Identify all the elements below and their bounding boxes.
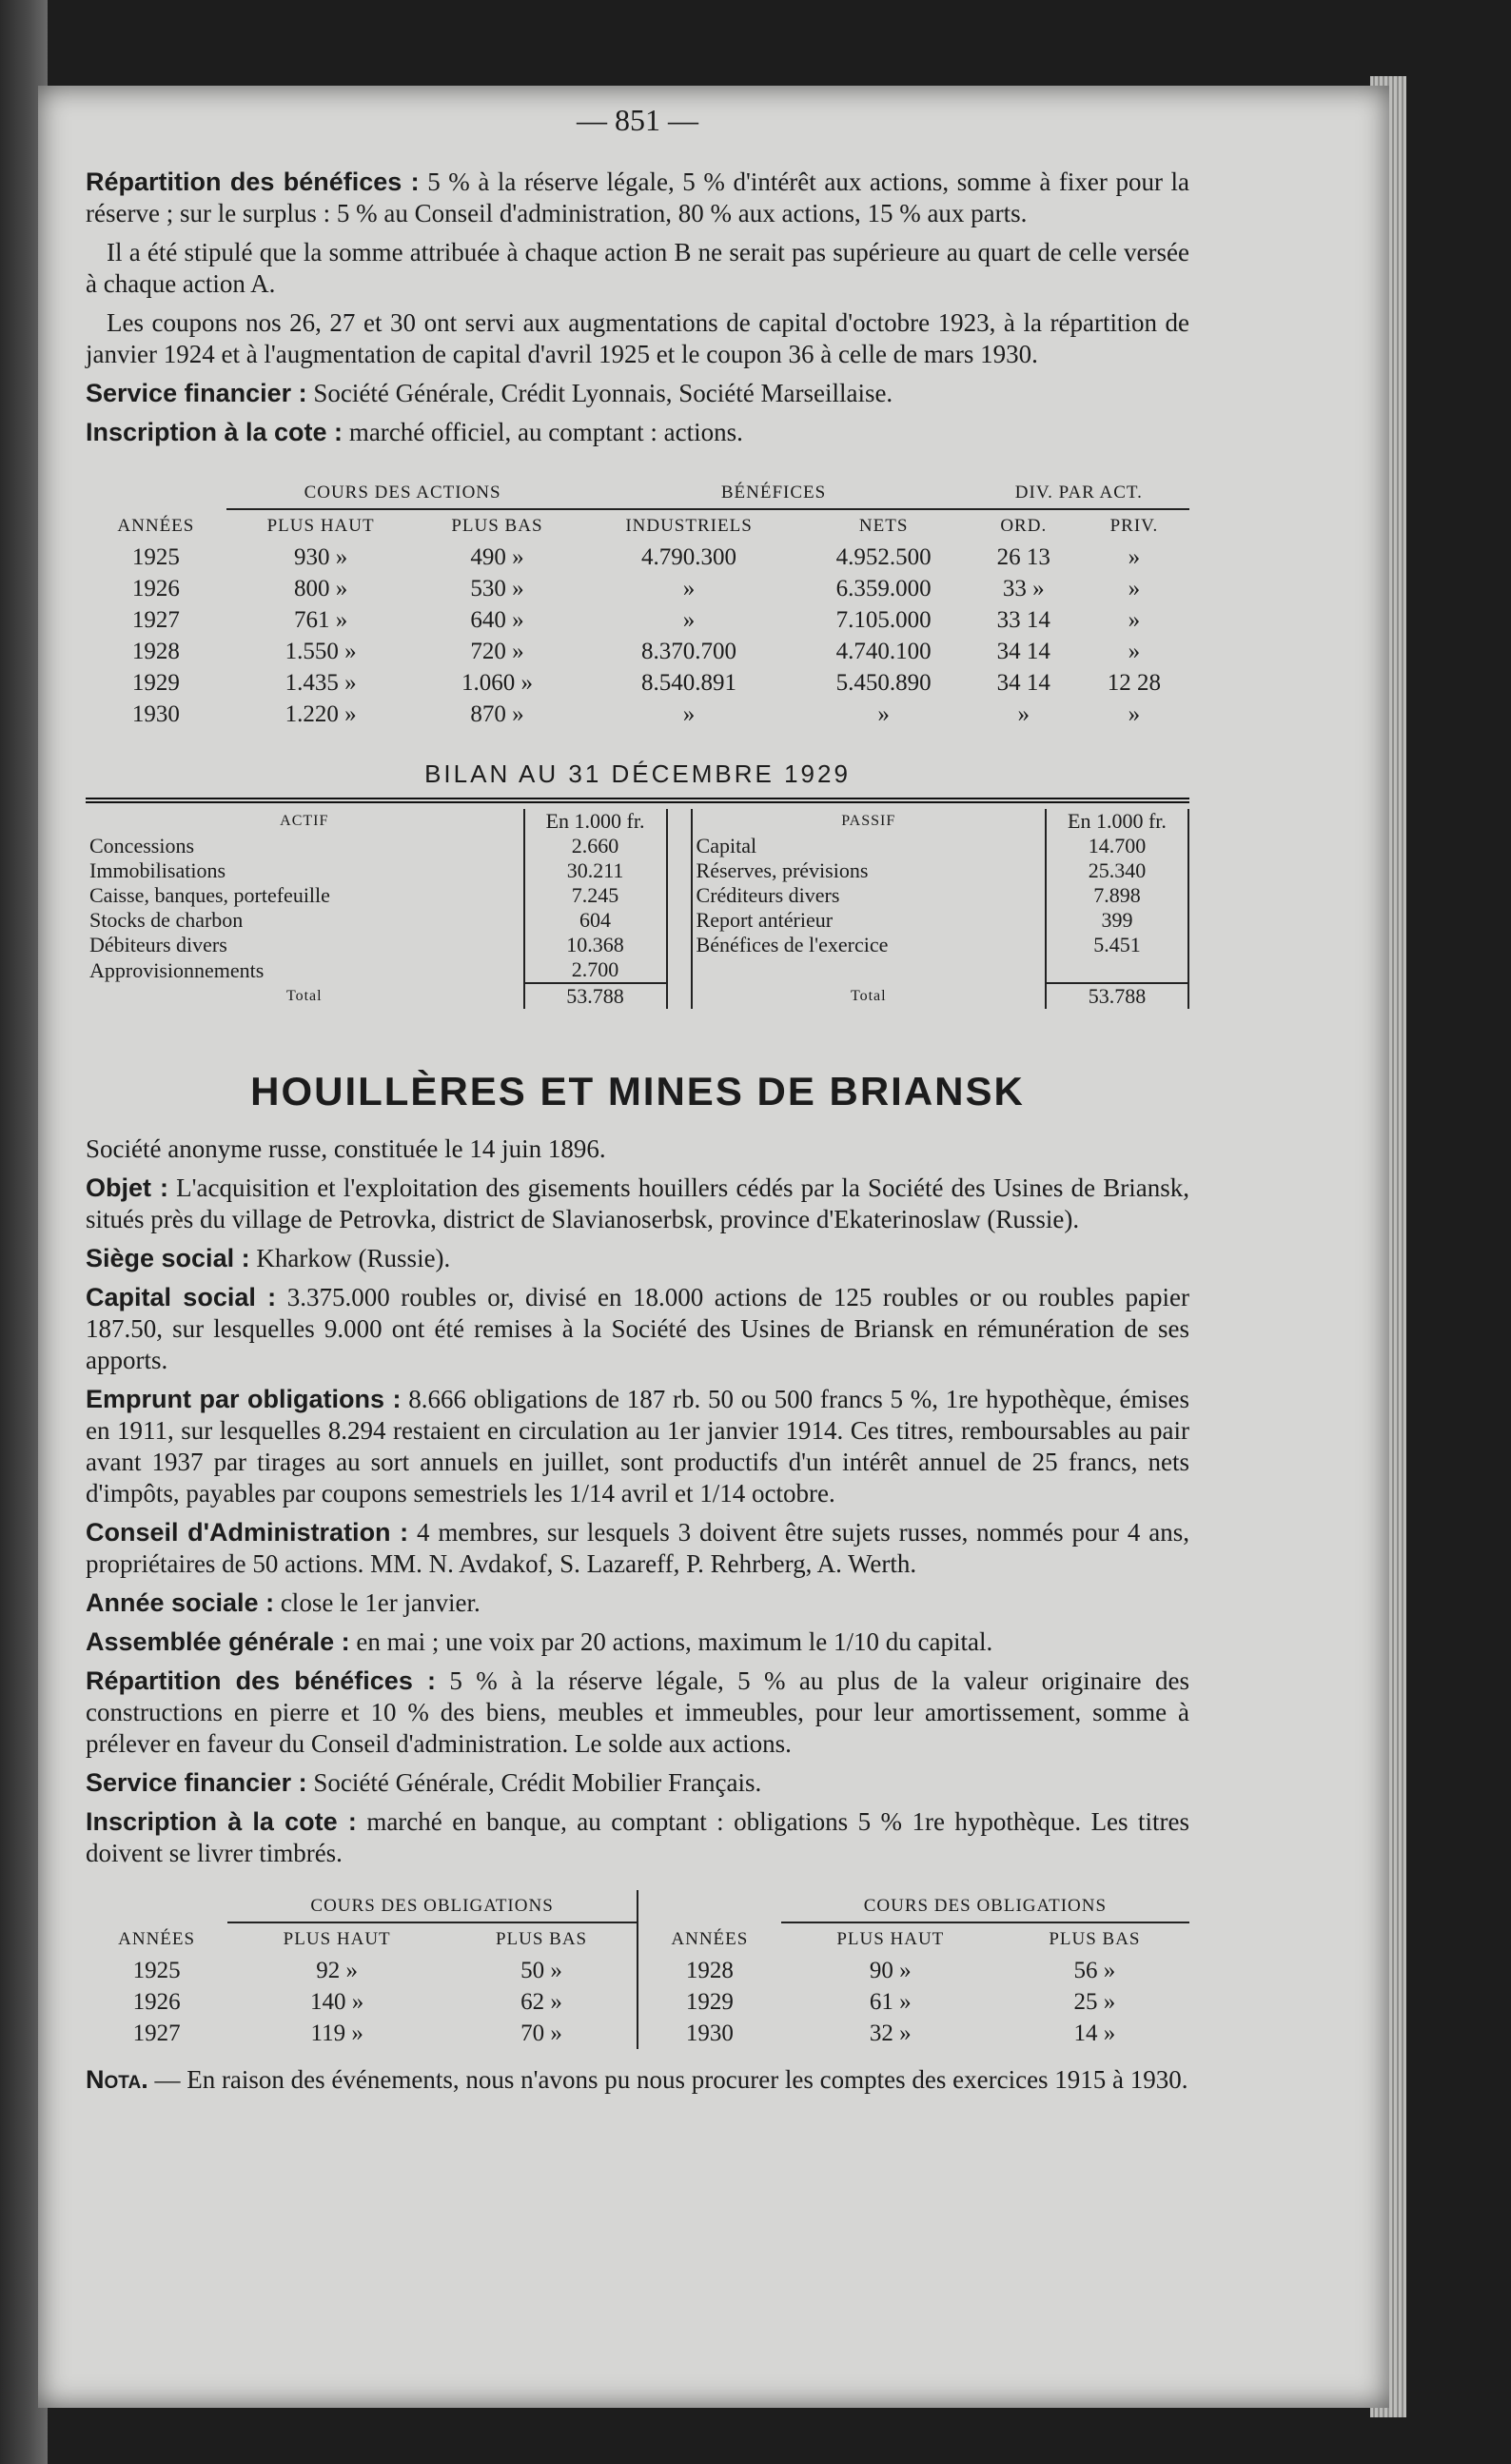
inscription-label: Inscription à la cote : — [86, 418, 343, 446]
actif-value: 604 — [524, 908, 667, 933]
conseil-paragraph — [86, 1517, 1189, 1580]
table-row — [86, 699, 1189, 730]
bilan-gap — [667, 809, 692, 834]
oblig-col-annees-left: ANNÉES — [118, 1928, 196, 1949]
actif-label: Approvisionnements — [89, 957, 265, 982]
passif-header: PASSIF — [841, 813, 896, 829]
table-cell: » — [1128, 544, 1141, 570]
objet-text: L'acquisition et l'exploitation des gisements houillers cédés par la Société des Usines de Briansk, situés près du village de Petrovka, district de Slavianoserbsk, province d'Ekaterinoslaw (Russie). — [86, 1173, 1189, 1233]
table-cell: 61 » — [869, 1989, 912, 2015]
bilan-rows — [86, 809, 1188, 1009]
bilan-gap — [667, 933, 692, 957]
actif-value: 30.211 — [524, 858, 667, 883]
table-cell: » — [682, 607, 696, 633]
obligations-rows — [86, 1955, 1189, 2049]
siege-text: Kharkow (Russie). — [256, 1244, 451, 1272]
table-row — [86, 604, 1189, 636]
table-cell: 8.540.891 — [641, 670, 737, 696]
page-content — [86, 105, 1189, 2103]
actif-value: 2.660 — [524, 834, 667, 858]
objet-label: Objet : — [86, 1173, 168, 1202]
table-cell: 761 » — [293, 607, 348, 633]
objet-paragraph — [86, 1173, 1189, 1235]
table-cell: 1928 — [638, 1955, 781, 1986]
table-cell: 930 » — [293, 544, 348, 570]
service2-paragraph — [86, 1767, 1189, 1799]
oblig-col-annees-right: ANNÉES — [638, 1922, 781, 1955]
emprunt-paragraph — [86, 1384, 1189, 1509]
table-row — [86, 2018, 1189, 2049]
table-row — [86, 542, 1189, 573]
col-plus-haut: PLUS HAUT — [266, 516, 375, 536]
table-cell: 530 » — [470, 576, 524, 601]
passif-label: Bénéfices de l'exercice — [696, 933, 889, 956]
passif-label: Réserves, prévisions — [696, 858, 869, 882]
nota-label: Nota. — [86, 2065, 148, 2094]
conseil-text: 4 membres, sur lesquels 3 doivent être sujets russes, nommés pour 4 ans, propriétaires de 50 actions. MM. N. Avdakof, S. Lazareff, P. Rehrberg, A. Werth. — [86, 1518, 1189, 1578]
table-cell: 33 14 — [996, 607, 1050, 633]
table-cell: » — [1017, 701, 1030, 727]
oblig-group-right: COURS DES OBLIGATIONS — [781, 1890, 1189, 1922]
table-cell: 1929 — [131, 670, 180, 696]
stipule-paragraph: Il a été stipulé que la somme attribuée à chaque action B ne serait pas supérieure au quart de celle versée à chaque action A. — [86, 238, 1189, 298]
bilan-gap — [667, 908, 692, 933]
emprunt-label: Emprunt par obligations : — [86, 1385, 402, 1413]
col-plus-bas: PLUS BAS — [451, 516, 543, 536]
oblig-group-left: COURS DES OBLIGATIONS — [227, 1890, 638, 1922]
table-cell: 62 » — [520, 1989, 562, 2015]
company-title: HOUILLÈRES ET MINES DE BRIANSK — [250, 1069, 1025, 1114]
col-priv: PRIV. — [1109, 516, 1159, 536]
passif-value: 7.898 — [1046, 883, 1188, 908]
service-paragraph — [86, 378, 1189, 409]
bilan-rule — [86, 798, 1189, 803]
table-cell: 26 13 — [996, 544, 1050, 570]
table-cell: 1928 — [131, 639, 180, 664]
oblig-col-haut-left: PLUS HAUT — [283, 1929, 391, 1949]
table-cell: 1925 — [131, 544, 180, 570]
table-cell: 56 » — [1073, 1958, 1116, 1983]
passif-value: 14.700 — [1046, 834, 1188, 858]
service2-text: Société Générale, Crédit Mobilier Français. — [313, 1768, 762, 1797]
table-cell: 1927 — [131, 607, 180, 633]
actif-value: 7.245 — [524, 883, 667, 908]
bilan-row — [86, 834, 1188, 858]
col-nets: NETS — [858, 516, 909, 536]
bilan-gap — [667, 983, 692, 1009]
passif-value: 5.451 — [1046, 933, 1188, 957]
table-cell: 25 » — [1073, 1989, 1116, 2015]
bilan-header-row — [86, 809, 1188, 834]
obligations-table — [86, 1890, 1189, 2049]
performance-rows — [86, 542, 1189, 730]
table-cell: 6.359.000 — [835, 576, 932, 601]
passif-total: 53.788 — [1046, 983, 1188, 1009]
table-cell: 1929 — [638, 1986, 781, 2018]
assemblee-paragraph — [86, 1626, 1189, 1658]
inscription-paragraph — [86, 417, 1189, 448]
actif-value: 10.368 — [524, 933, 667, 957]
passif-label: Report antérieur — [696, 908, 834, 932]
table-cell: » — [1128, 639, 1141, 664]
group-benefices: BÉNÉFICES — [579, 477, 968, 509]
table-cell: 119 » — [310, 2020, 363, 2046]
table-cell: 1930 — [131, 701, 180, 727]
actif-label: Concessions — [89, 834, 194, 857]
passif-value: 399 — [1046, 908, 1188, 933]
emprunt-text: 8.666 obligations de 187 rb. 50 ou 500 francs 5 %, 1re hypothèque, émises en 1911, sur lesquelles 8.294 restaient en circulation au 1er janvier 1914. Ces titres, remboursables au pair avant 1937 par tirages au sort annuels en juillet, sont productifs d'un intérêt annuel de 25 francs, nets d'impôts, payables par coupons semestriels les 1/14 avril et 1/14 octobre. — [86, 1385, 1190, 1508]
table-cell: 14 » — [1073, 2020, 1116, 2046]
repartition-label: Répartition des bénéfices : — [86, 168, 420, 196]
repartition2-label: Répartition des bénéfices : — [86, 1666, 436, 1695]
nota-paragraph — [86, 2064, 1189, 2096]
capital-paragraph — [86, 1282, 1189, 1376]
assemblee-text: en mai ; une voix par 20 actions, maximum le 1/10 du capital. — [356, 1627, 993, 1656]
table-cell: 34 14 — [996, 670, 1050, 696]
table-row — [86, 636, 1189, 667]
annee-paragraph — [86, 1587, 1189, 1619]
bilan-title: BILAN AU 31 DÉCEMBRE 1929 — [424, 759, 851, 788]
societe-paragraph: Société anonyme russe, constituée le 14 juin 1896. — [86, 1134, 606, 1163]
table-cell: 7.105.000 — [835, 607, 932, 633]
nota-text: — En raison des événements, nous n'avons pu nous procurer les comptes des exercices 1915 à 1930. — [154, 2065, 1188, 2094]
performance-table — [86, 477, 1189, 730]
table-cell: 32 » — [869, 2020, 912, 2046]
bilan-gap — [667, 834, 692, 858]
siege-label: Siège social : — [86, 1244, 250, 1272]
page-number: — 851 — — [577, 103, 698, 137]
table-cell: » — [1128, 576, 1141, 601]
table-cell: 640 » — [470, 607, 524, 633]
repartition-paragraph — [86, 167, 1189, 229]
actif-value: 2.700 — [524, 957, 667, 983]
table-cell: 1930 — [638, 2018, 781, 2049]
actif-total-label: Total — [285, 987, 323, 1004]
table-cell: 4.952.500 — [835, 544, 932, 570]
col-ord: ORD. — [1000, 516, 1048, 536]
passif-label: Créditeurs divers — [696, 883, 840, 907]
table-cell: » — [682, 701, 696, 727]
passif-total-label: Total — [850, 987, 887, 1004]
bilan-row — [86, 883, 1188, 908]
table-cell: 1925 — [132, 1958, 181, 1983]
annee-text: close le 1er janvier. — [280, 1588, 481, 1617]
inscription-text: marché officiel, au comptant : actions. — [348, 418, 743, 446]
table-cell: 70 » — [520, 2020, 562, 2046]
table-cell: 140 » — [310, 1989, 364, 2015]
table-cell: 1926 — [131, 576, 180, 601]
actif-header: ACTIF — [280, 813, 329, 829]
table-cell: 50 » — [520, 1958, 562, 1983]
table-cell: 4.740.100 — [835, 639, 932, 664]
coupons-paragraph: Les coupons nos 26, 27 et 30 ont servi aux augmentations de capital d'octobre 1923, à la répartition de janvier 1924 et à l'augmentation de capital d'avril 1925 et le coupon 36 à celle de mars 1930. — [86, 308, 1189, 368]
table-cell: 800 » — [293, 576, 348, 601]
capital-text: 3.375.000 roubles or, divisé en 18.000 actions de 125 roubles or ou roubles papier 187.50, sur lesquelles 9.000 ont été remises à la Société des Usines de Briansk en rémunération de ses apports. — [86, 1283, 1189, 1374]
table-cell: » — [1128, 607, 1141, 633]
service-label: Service financier : — [86, 379, 307, 407]
group-dividendes: DIV. PAR ACT. — [969, 477, 1189, 509]
oblig-col-haut-right: PLUS HAUT — [836, 1929, 945, 1949]
table-cell: 1.550 » — [285, 639, 357, 664]
table-cell: 90 » — [869, 1958, 912, 1983]
table-cell: 720 » — [470, 639, 524, 664]
table-cell: 1.435 » — [285, 670, 357, 696]
inscription2-text: marché en banque, au comptant : obligations 5 % 1re hypothèque. Les titres doivent se livrer timbrés. — [86, 1807, 1189, 1867]
oblig-col-bas-right: PLUS BAS — [1049, 1929, 1141, 1949]
table-cell: 1.060 » — [461, 670, 533, 696]
table-cell: 8.370.700 — [641, 639, 737, 664]
table-cell: 12 28 — [1107, 670, 1162, 696]
col-industriels: INDUSTRIELS — [625, 516, 753, 536]
bilan-gap — [667, 883, 692, 908]
table-row — [86, 1955, 1189, 1986]
table-cell: » — [877, 701, 890, 727]
passif-label: Capital — [696, 834, 757, 857]
bilan-total-row — [86, 983, 1188, 1009]
table-cell: 1.220 » — [285, 701, 357, 727]
table-cell: » — [1128, 701, 1141, 727]
passif-empty — [692, 957, 1046, 983]
passif-empty-value — [1046, 957, 1188, 983]
col-annees: ANNÉES — [117, 515, 195, 536]
conseil-label: Conseil d'Administration : — [86, 1518, 409, 1547]
group-cours: COURS DES ACTIONS — [226, 477, 579, 509]
table-cell: » — [682, 576, 696, 601]
service-text: Société Générale, Crédit Lyonnais, Société Marseillaise. — [313, 379, 893, 407]
repartition2-text: 5 % à la réserve légale, 5 % au plus de la valeur originaire des constructions en pierre et 10 % des biens, meubles et immeubles, pour leur amortissement, somme à prélever en faveur du Conseil d'administration. Le solde aux actions. — [86, 1666, 1189, 1758]
bilan-gap — [667, 858, 692, 883]
table-cell: 33 » — [1002, 576, 1045, 601]
annee-label: Année sociale : — [86, 1588, 275, 1617]
passif-unit: En 1.000 fr. — [1046, 809, 1188, 834]
table-cell: 1926 — [132, 1989, 181, 2015]
oblig-col-bas-left: PLUS BAS — [495, 1929, 588, 1949]
repartition2-paragraph — [86, 1666, 1189, 1760]
table-row — [86, 667, 1189, 699]
bilan-row — [86, 933, 1188, 957]
table-cell: 1927 — [132, 2020, 181, 2046]
assemblee-label: Assemblée générale : — [86, 1627, 350, 1656]
table-cell: 5.450.890 — [835, 670, 932, 696]
repartition-text: 5 % à la réserve légale, 5 % d'intérêt aux actions, somme à fixer pour la réserve ; sur le surplus : 5 % au Conseil d'administration, 80 % aux actions, 15 % aux parts. — [86, 168, 1190, 227]
table-cell: 34 14 — [996, 639, 1050, 664]
table-cell: 490 » — [470, 544, 524, 570]
table-row — [86, 573, 1189, 604]
table-cell: 4.790.300 — [641, 544, 737, 570]
bilan-row — [86, 858, 1188, 883]
actif-label: Immobilisations — [89, 858, 226, 882]
capital-label: Capital social : — [86, 1283, 277, 1311]
bilan-row — [86, 957, 1188, 983]
actif-label: Caisse, banques, portefeuille — [89, 883, 330, 907]
inscription2-paragraph — [86, 1806, 1189, 1869]
inscription2-label: Inscription à la cote : — [86, 1807, 357, 1836]
service2-label: Service financier : — [86, 1768, 307, 1797]
actif-unit: En 1.000 fr. — [524, 809, 667, 834]
table-cell: 92 » — [316, 1958, 359, 1983]
table-row — [86, 1986, 1189, 2018]
bilan-gap — [667, 957, 692, 983]
actif-label: Débiteurs divers — [89, 933, 227, 956]
actif-total: 53.788 — [524, 983, 667, 1009]
actif-label: Stocks de charbon — [89, 908, 244, 932]
passif-value: 25.340 — [1046, 858, 1188, 883]
siege-paragraph — [86, 1243, 1189, 1274]
bilan-row — [86, 908, 1188, 933]
table-cell: 870 » — [470, 701, 524, 727]
bilan-table — [86, 809, 1189, 1009]
